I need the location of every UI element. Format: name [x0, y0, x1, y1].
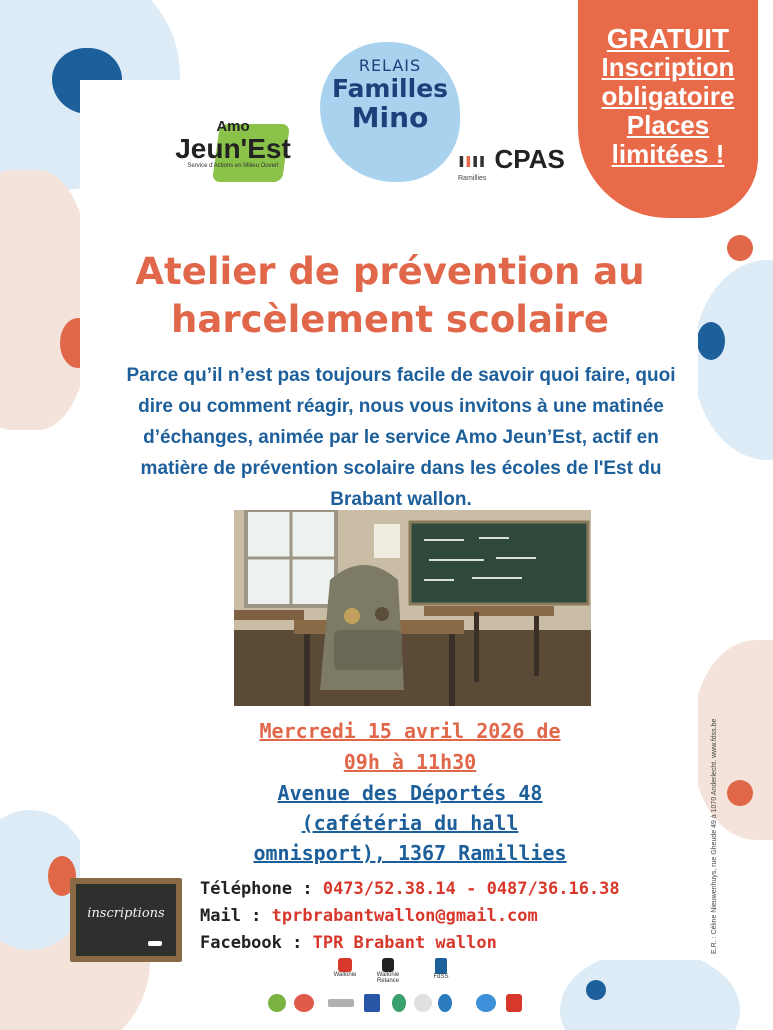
- partner-logos-row1: [330, 958, 510, 988]
- amo-jeunest-logo: [168, 118, 298, 169]
- facebook-row: [200, 930, 620, 957]
- bg-blob: [727, 235, 753, 261]
- cpas-logo-town: Ramillies: [458, 175, 487, 182]
- event-date: [200, 716, 620, 778]
- phone-value[interactable]: 0473/52.38.14 - 0487/36.16.38: [322, 879, 620, 899]
- address-line1: Avenue des Déportés 48: [277, 781, 543, 805]
- wallonie-logo-text: Wallonie: [333, 972, 357, 978]
- inscriptions-chalkboard: [70, 878, 182, 962]
- facebook-value[interactable]: TPR Brabant wallon: [312, 933, 497, 953]
- page-title: [90, 248, 690, 344]
- mail-value[interactable]: tprbrabantwallon@gmail.com: [271, 906, 538, 926]
- badge-free: GRATUIT: [606, 23, 730, 54]
- cpas-bars-icon: ıııı: [458, 147, 486, 172]
- mail-label: Mail :: [200, 906, 272, 926]
- wallonie-relance-logo: [366, 958, 410, 984]
- cpas-logo-name: CPAS: [494, 144, 565, 174]
- amo-logo-name: Jeun'Est: [175, 133, 291, 164]
- mail-row: [200, 903, 620, 930]
- badge-mandatory: obligatoire: [601, 81, 735, 111]
- partner-logo-icon: [268, 994, 286, 1012]
- partner-logo-icon: [364, 994, 380, 1012]
- partner-logo-icon: [414, 994, 432, 1012]
- bg-blob: [693, 640, 773, 840]
- wallonie-logo: [330, 958, 360, 978]
- classroom-illustration: [234, 510, 591, 706]
- bg-blob: [697, 322, 725, 360]
- date-line2: 09h à 11h30: [343, 750, 477, 774]
- contact-info: [200, 876, 620, 957]
- chalkboard-text: inscriptions: [76, 884, 176, 956]
- partner-logo-icon: [506, 994, 522, 1012]
- partner-logo-icon: [294, 994, 314, 1012]
- relais-logo-line2: Familles: [331, 74, 449, 103]
- fdss-logo-text: FdSS: [433, 974, 449, 980]
- partner-logo-icon: [392, 994, 406, 1012]
- partner-logos-row2: [268, 994, 528, 1016]
- amo-logo-top: Amo: [216, 118, 250, 135]
- title-line2: harcèlement scolaire: [171, 298, 609, 341]
- partner-logo-icon: [476, 994, 496, 1012]
- wallonie-rooster-icon: [338, 958, 352, 972]
- partner-logo-icon: [438, 994, 452, 1012]
- badge-limited: limitées !: [611, 139, 725, 169]
- date-line1: Mercredi 15 avril 2026 de: [259, 719, 561, 743]
- classroom-photo: [234, 510, 591, 706]
- chalk-stick: [148, 941, 162, 946]
- bg-blob: [693, 260, 773, 460]
- badge-inscription: Inscription: [601, 52, 735, 82]
- phone-label: Téléphone :: [200, 879, 323, 899]
- event-address: [200, 778, 620, 868]
- bg-blob: [586, 980, 606, 1000]
- cpas-logo: [458, 144, 565, 182]
- wallonie-relance-text: Wallonie Relance: [376, 972, 400, 984]
- intro-paragraph: Parce qu’il n’est pas toujours facile de savoir quoi faire, quoi dire ou comment réagir, nous vous invitons à une matinée d’échanges, animée par le service Amo Jeun’Est, actif en matière de prévention scolaire dans les écoles de l'Est du Brabant wallon.: [126, 365, 676, 510]
- badge-places: Places: [626, 110, 710, 140]
- publisher-statement: E.R. : Céline Nieuwenhuys, rue Gheude 49 à 1070 Anderlecht. www.fdss.be: [711, 718, 718, 954]
- relais-logo-line3: Mino: [351, 101, 429, 134]
- address-line3: omnisport), 1367 Ramillies: [253, 841, 567, 865]
- fdss-logo: [416, 958, 466, 980]
- amo-logo-subtitle: Service d'Actions en Milieu Ouvert: [187, 163, 279, 169]
- address-line2: (cafétéria du hall: [301, 811, 519, 835]
- bg-blob: [0, 170, 90, 430]
- facebook-label: Facebook :: [200, 933, 313, 953]
- relais-logo-line1: RELAIS: [358, 56, 422, 75]
- relance-rooster-icon: [382, 958, 394, 972]
- title-line1: Atelier de prévention au: [135, 250, 645, 293]
- free-registration-badge: [578, 0, 758, 218]
- partner-logo-icon: [328, 999, 354, 1007]
- phone-row: [200, 876, 620, 903]
- fdss-icon: [435, 958, 447, 974]
- bg-blob: [727, 780, 753, 806]
